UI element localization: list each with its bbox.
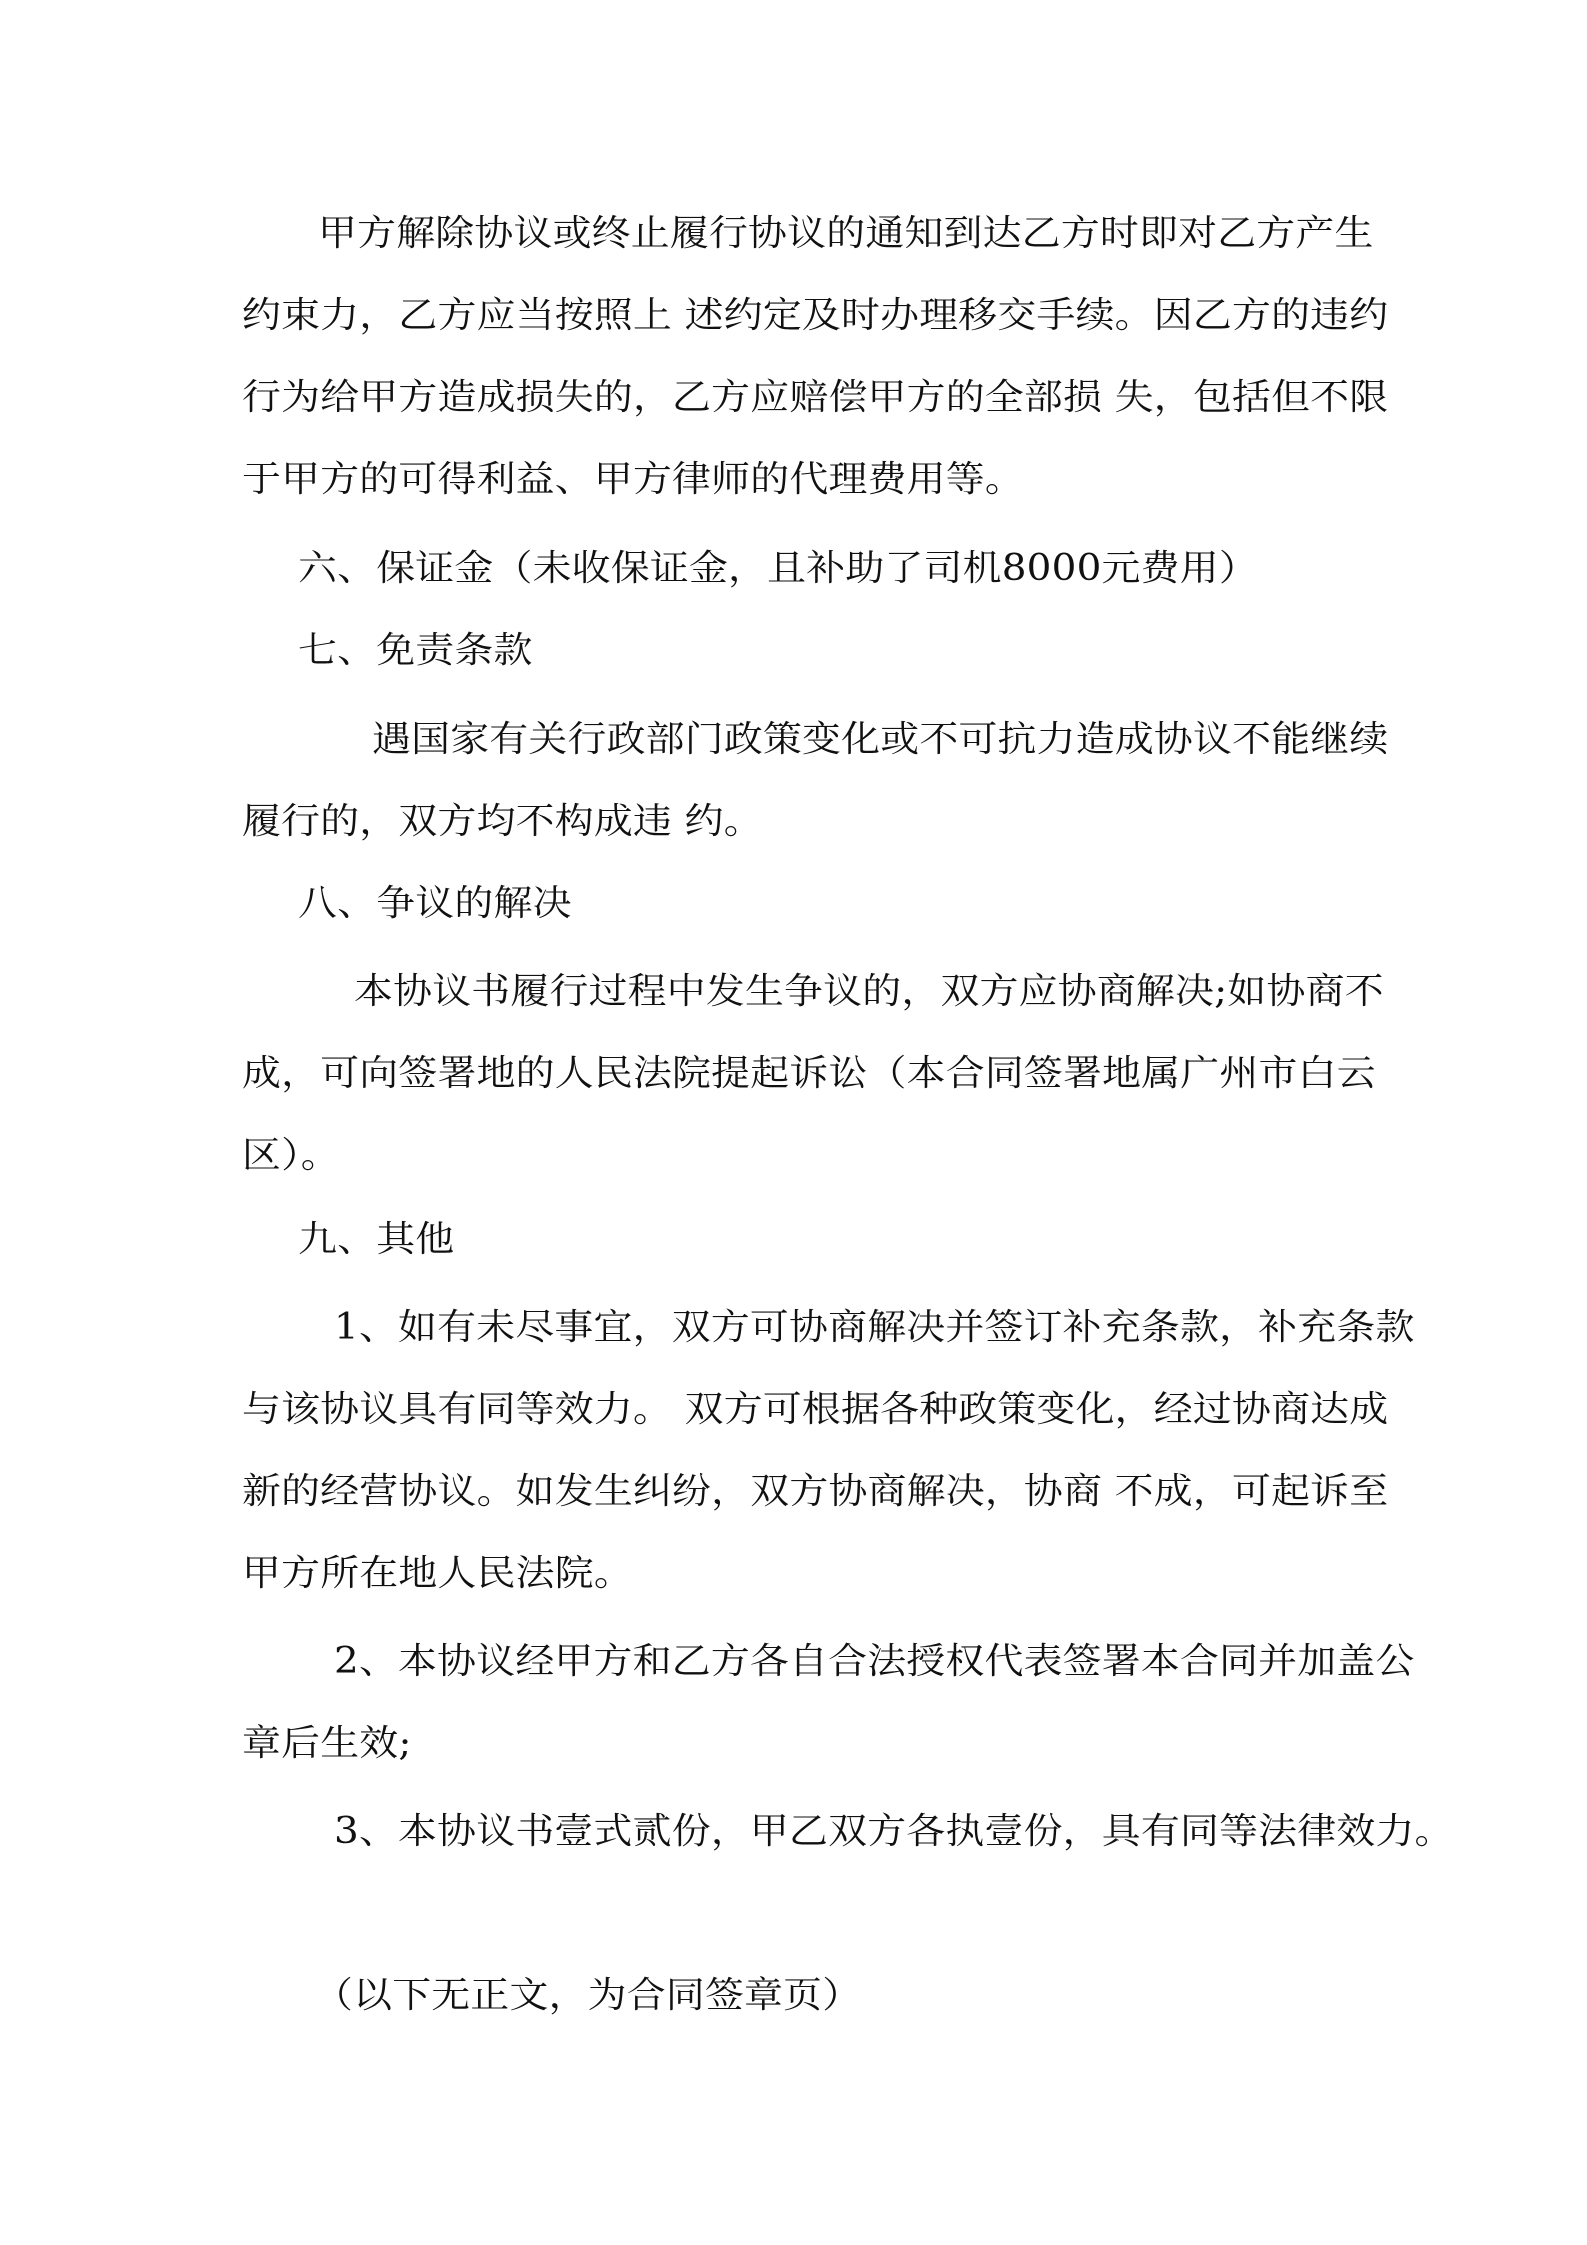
paragraph-line: 本协议书履行过程中发生争议的，双方应协商解决;如协商不 [354,971,1384,1012]
section-heading: 七、免责条款 [298,630,533,671]
paragraph-line: 章后生效; [242,1723,412,1764]
paragraph-line: 3、本协议书壹式贰份，甲乙双方各执壹份，具有同等法律效力。 [334,1811,1454,1852]
section-heading: 八、争议的解决 [298,883,572,924]
section-heading: 六、保证金（未收保证金，且补助了司机8000元费用） [298,548,1258,589]
paragraph-line: 于甲方的可得利益、甲方律师的代理费用等。 [242,459,1024,500]
paragraph-line: 行为给甲方造成损失的，乙方应赔偿甲方的全部损 失，包括但不限 [242,377,1389,418]
section-heading: 九、其他 [298,1219,455,1260]
paragraph-line: 新的经营协议。如发生纠纷，双方协商解决，协商 不成，可起诉至 [242,1471,1389,1512]
paragraph-line: 与该协议具有同等效力。 双方可根据各种政策变化，经过协商达成 [242,1389,1389,1430]
paragraph-line: 约束力，乙方应当按照上 述约定及时办理移交手续。因乙方的违约 [242,295,1389,336]
paragraph-line: 履行的，双方均不构成违 约。 [242,801,763,842]
paragraph-line: 1、如有未尽事宜，双方可协商解决并签订补充条款，补充条款 [334,1307,1415,1348]
paragraph-line: 2、本协议经甲方和乙方各自合法授权代表签署本合同并加盖公 [334,1641,1415,1682]
paragraph-line: 成，可向签署地的人民法院提起诉讼（本合同签署地属广州市白云 [242,1053,1376,1094]
closing-note: （以下无正文，为合同签章页） [314,1975,862,2016]
paragraph-line: 遇国家有关行政部门政策变化或不可抗力造成协议不能继续 [372,719,1389,760]
paragraph-line: 区）。 [242,1135,340,1176]
paragraph-line: 甲方解除协议或终止履行协议的通知到达乙方时即对乙方产生 [318,213,1374,254]
paragraph-line: 甲方所在地人民法院。 [242,1553,633,1594]
